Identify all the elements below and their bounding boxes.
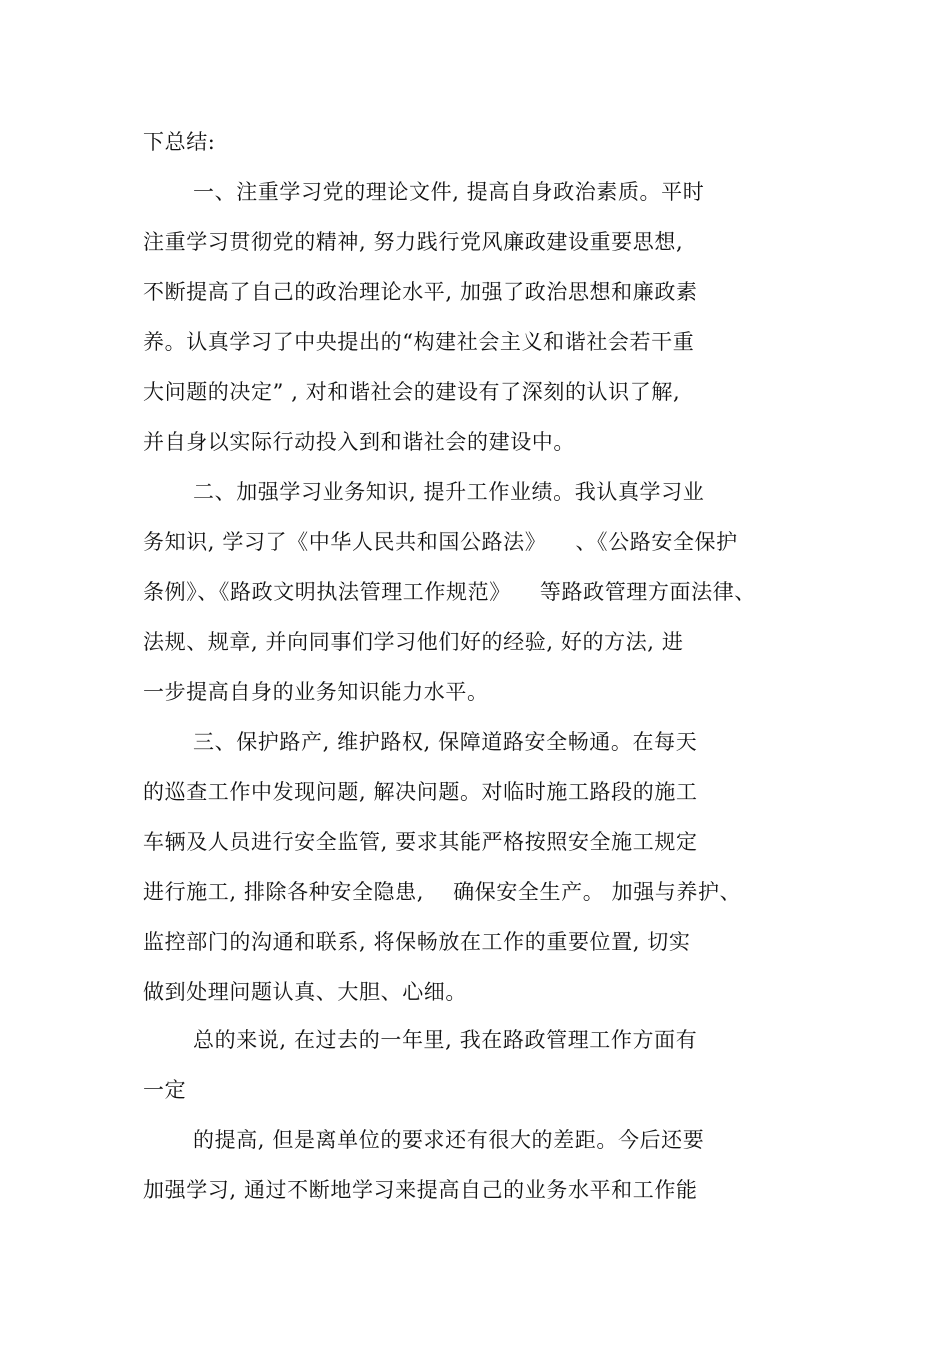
text-line: 法规、规章, 并向同事们学习他们好的经验, 好的方法, 进 (143, 630, 684, 654)
text-line: 条例》、《路政文明执法管理工作规范》 等路政管理方面法律、 (143, 580, 756, 604)
text-line: 监控部门的沟通和联系, 将保畅放在工作的重要位置, 切实 (143, 930, 691, 954)
paragraph-3-heading-line: 三、保护路产, 维护路权, 保障道路安全畅通。在每天 (193, 730, 698, 754)
text-line: 下总结: (143, 130, 216, 154)
text-line: 加强学习, 通过不断地学习来提高自己的业务水平和工作能 (143, 1178, 698, 1202)
paragraph-1-heading-line: 一、注重学习党的理论文件, 提高自身政治素质。平时 (193, 180, 705, 204)
text-line: 务知识, 学习了《中华人民共和国公路法》 、《公路安全保护 (143, 530, 738, 554)
text-line: 车辆及人员进行安全监管, 要求其能严格按照安全施工规定 (143, 830, 698, 854)
text-line: 一步提高自身的业务知识能力水平。 (143, 680, 489, 704)
text-line: 的提高, 但是离单位的要求还有很大的差距。今后还要 (193, 1128, 705, 1152)
text-line: 进行施工, 排除各种安全隐患, 确保安全生产。 加强与养护、 (143, 880, 742, 904)
text-line: 大问题的决定” , 对和谐社会的建设有了深刻的认识了解, (143, 380, 681, 404)
text-line: 做到处理问题认真、大胆、心细。 (143, 980, 467, 1004)
paragraph-2-heading-line: 二、加强学习业务知识, 提升工作业绩。我认真学习业 (193, 480, 705, 504)
text-line: 并自身以实际行动投入到和谐社会的建设中。 (143, 430, 575, 454)
text-line: 养。认真学习了中央提出的“构建社会主义和谐社会若干重 (143, 330, 695, 354)
summary-paragraph-line: 总的来说, 在过去的一年里, 我在路政管理工作方面有 (193, 1028, 698, 1052)
text-line: 不断提高了自己的政治理论水平, 加强了政治思想和廉政素 (143, 280, 698, 304)
text-line: 注重学习贯彻党的精神, 努力践行党风廉政建设重要思想, (143, 230, 684, 254)
text-line: 一定 (143, 1078, 187, 1102)
text-line: 的巡查工作中发现问题, 解决问题。对临时施工路段的施工 (143, 780, 698, 804)
